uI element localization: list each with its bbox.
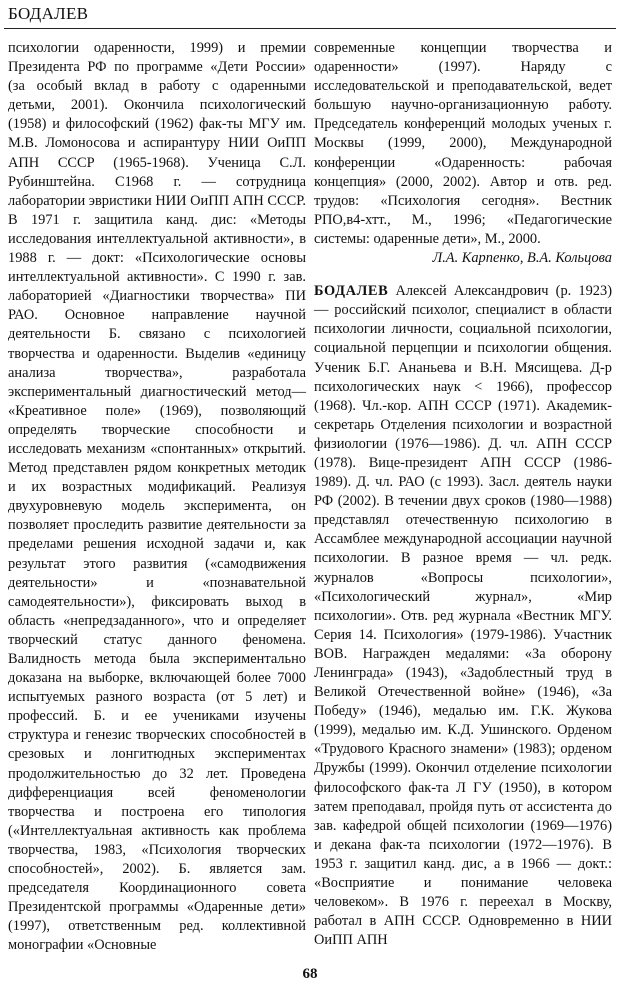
running-header: БОДАЛЕВ [8, 4, 89, 23]
left-column-text: психологии одаренности, 1999) и премии Президента РФ по программе «Дети России» (за особый вклад в работу с одаренными детьми, 2001). Окончила психологический (1958) и философский (1962) фак-ты МГУ им. М.В. Ломоносова и аспирантуру НИИ ОиПП АПН СССР (1965-1968). Ученица С.Л. Рубинштейна. С1968 г. — сотрудница лаборатории эвристики НИИ ОиПП АПН СССР. В 1971 г. защитила канд. дис: «Методы исследования интеллектуальной активности», в 1988 г. — докт: «Психологические основы интеллектуальной активности». С 1990 г. зав. лабораторией «Диагностики творчества» ПИ РАО. Основное направление научной деятельности Б. связано с психологией творчества и одаренности. Выделив «единицу анализа творчества», разработала экспериментальный диагностический метод— «Креативное поле» (1969), позволяющий определять творческие способности и исследовать механизм «спонтанных» открытий. Метод представлен рядом конкретных методик и их возрастных модификаций. Реализуя двухуровневую модель эксперимента, он позволяет проследить развитие деятельности за пределами решения исходной задачи и, как результат этого развития («самодвижения деятельности» и «познавательной самодеятельности»), фиксировать выход в область «непредзаданного», что и определяет творческий статус данного феномена. Валидность метода была экспериментально доказана на выборке, включающей более 7000 испытуемых разного возраста (от 5 лет) и профессий. Б. и ее учениками изучены структура и генезис творческих способностей в срезовых и лонгитюдных экспериментах продолжительностью до 32 лет. Проведена дифференциация всей феноменологии творчества и построена его типология («Интеллектуальная активность как проблема творчества, 1983, «Психология творческих способностей», 2002). Б. является зам. председателя Координационного совета Президентской программы «Одаренные дети» (1997), ответственным ред. коллективной монографии «Основные [8, 40, 306, 954]
previous-entry-continuation: современные концепции творчества и одаренности» (1997). Наряду с исследовательской и преподавательской, ведет большую научно-организационную работу. Председатель конференций молодых ученых г. Москвы (1999, 2000), Международной конференции «Одаренность: рабочая концепция» (2000, 2002). Автор и отв. ред. трудов: «Психология сегодня». Вестник РПО,в4-хтт., М., 1996; «Педагогические системы: одаренные дети», М., 2000. [314, 40, 612, 247]
entry-headword: БОДАЛЕВ [314, 283, 389, 300]
left-column [8, 39, 306, 956]
page-number: 68 [302, 966, 318, 982]
entry-signature: Л.А. Карпенко, В.А. Кольцова [432, 250, 612, 267]
right-column [314, 39, 612, 950]
entry-body: Алексей Александрович (р. 1923) — российский психолог, специалист в области психологии личности, социальной психологии, социальной перцепции и психологии общения. Ученик Б.Г. Ананьева и В.Н. Мясищева. Д-р психологических наук < 1966), профессор (1968). Чл.-кор. АПН СССР (1971). Академик-секретарь Отделения психологии и возрастной физиологии (1976—1986). Д. чл. АПН СССР (1978). Вице-президент АПН СССР (1986-1989). Д. чл. РАО (с 1993). Засл. деятель науки РФ (2002). В течении двух сроков (1980—1988) представлял отечественную психологию в Ассамблее международной ассоциации научной психологии. В разное время — чл. редк. журналов «Вопросы психологии», «Психологический журнал», «Мир психологии». Отв. ред журнала «Вестник МГУ. Серия 14. Психология» (1979-1986). Участник ВОВ. Награжден медалями: «За оборону Ленинграда» (1943), «Задоблестный труд в Великой Отечественной войне» (1946), «За Победу» (1946), медалью им. Г.К. Жукова (1999), медалью им. К.Д. Ушинского. Орденом «Трудового Красного знамени» (1983); орденом Дружбы (1999). Окончил отделение психологии философского фак-та Л ГУ (1950), в котором затем преподавал, пройдя путь от ассистента до зав. кафедрой общей психологии (1969—1976) и декана фак-та психологии (1972—1976). В 1953 г. защитил канд. дис, а в 1966 — докт.: «Восприятие и понимание человека человеком». В 1976 г. переехал в Москву, работал в АПН СССР. Одновременно в НИИ ОиПП АПН [314, 283, 612, 949]
entry-bodalev [314, 282, 612, 950]
header-rule [4, 28, 616, 29]
